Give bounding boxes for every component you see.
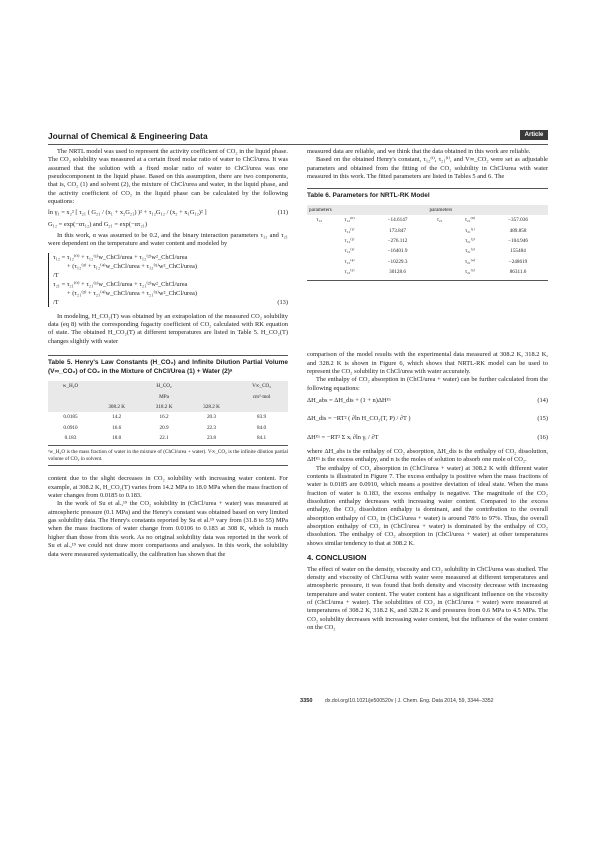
left-paragraph-4: content due to the slight decreases in CO₂ solubility with increasing water content. For example, at 308.2 K, H_CO₂(T) varies from 14.2 MPa to 18.0 MPa when the mass fraction of water changes from 0.0185 to 0.183.: [48, 475, 288, 500]
table5-cell: 23.8: [206, 434, 217, 441]
table6-cell: −14.6147: [387, 217, 408, 224]
table5-temp: 308.2 K: [108, 403, 126, 410]
table-row: [48, 423, 288, 433]
table5-bottom-rule: [48, 445, 288, 446]
table6-cell: −16401.9: [387, 248, 408, 255]
running-header: [48, 131, 548, 145]
equation-16-number: (16): [537, 433, 548, 441]
equation-13-line-5: + (τ₂₁⁽³⁾ + τ₂₁⁽⁴⁾w_ChCl/urea + τ₂₁⁽⁵⁾w²_ChCl/urea): [67, 289, 197, 297]
equation-14-body: ΔH_abs = ΔH_dis + (1 + n)ΔHᴱˣ: [307, 397, 391, 404]
table5-top-rule: [48, 355, 288, 356]
right-paragraph-4: The enthalpy of CO₂ absorption in (ChCl/urea + water) can be further calculated from the following equations:: [307, 376, 548, 392]
table5-temp: 318.2 K: [155, 403, 173, 410]
table-row: [307, 257, 548, 267]
table-row: [48, 412, 288, 422]
right-paragraph-7: The effect of water on the density, viscosity and CO₂ solubility in ChCl/urea was studied. The density and viscosity of ChCl/urea with water were measured at different temperatures and atmospheric pressure, it was found that both density and viscosity decrease with increasing temperature and water content. The water content has a significant influence on the viscosity of (ChCl/urea + water). The solubilities of CO₂ in (ChCl/urea + water) were measured at temperatures of 308.2 K, 318.2 K, and 328.2 K and pressures from 0.6 MPa to 4.5 MPa. The CO₂ solubility decreases with increasing water content, but the influence of the water content on the CO₂: [307, 565, 548, 631]
left-paragraph-2: In this work, α was assumed to be 0.2, and the binary interaction parameters τ₁₂ and τ₂₁ were dependent on the temperature and water content and modeled by: [48, 232, 288, 248]
doi-citation: dx.doi.org/10.1021/je500520v | J. Chem. Eng. Data 2014, 59, 3344−3352: [325, 698, 494, 704]
table6-cell: 86311.6: [509, 268, 527, 275]
table5-caption: Table 5. Henry's Law Constants (H_CO₂) and Infinite Dilution Partial Volume (V∞_CO₂) of CO₂ in the Mixture of ChCl/Urea (1) + Water (2)ᵃ: [48, 359, 288, 375]
table6-cell: −276.112: [387, 237, 408, 244]
table5-head-v: V∞_CO₂: [252, 383, 272, 390]
equation-15-number: (15): [537, 415, 548, 423]
table5-cell: 83.9: [257, 414, 267, 421]
right-paragraph-3: comparison of the model results with the experimental data measured at 308.2 K, 318.2 K, and 328.2 K is shown in Figure 6, which shows that NRTL-RK model can be used to represent the CO₂ solubility in ChCl/urea with water accurately.: [307, 351, 548, 375]
table6-cell: −104.946: [508, 237, 528, 244]
table5: [48, 381, 288, 443]
table6-cell: −10229.3: [387, 258, 408, 265]
table5-footnote: ᵃw_H₂O is the mass fraction of water in the mixture of (ChCl/urea + water). V∞_CO₂ is the infinite dilution partial volume of CO₂ in solvent.: [48, 449, 288, 462]
table5-cell: 0.183: [64, 434, 77, 441]
table5-cell: 16.6: [112, 424, 122, 431]
equation-15: [307, 415, 548, 423]
table6-cell: 30128.6: [389, 268, 406, 275]
table6-caption: Table 6. Parameters for NRTL-RK Model: [307, 192, 430, 200]
equation-13-line-6: /T: [53, 298, 59, 306]
table5-cell: 84.0: [257, 424, 267, 431]
equation-13-line-2: + (τ₁₂⁽³⁾ + τ₁₂⁽⁴⁾w_ChCl/urea + τ₁₂⁽⁵⁾w²_ChCl/urea): [67, 262, 197, 270]
table5-cell: 20.9: [159, 424, 169, 431]
table6-cell: −357.036: [508, 217, 528, 224]
table6-cell: τ₂₁⁽²⁾: [465, 237, 475, 244]
table5-unit-v: cm³·mol: [252, 393, 271, 400]
equation-13-number: (13): [277, 298, 288, 306]
journal-title: Journal of Chemical & Engineering Data: [48, 131, 208, 141]
table6-label: τ₂₁: [436, 217, 443, 224]
table5-cell: 22.1: [159, 434, 169, 441]
table6-cell: τ₁₂⁽¹⁾: [344, 227, 355, 234]
equation-13-line-4: τ₂₁ = τ₂₁⁽⁰⁾ + τ₂₁⁽¹⁾w_ChCl/urea + τ₂₁⁽²⁾w²_ChCl/urea: [53, 280, 188, 288]
section-heading-conclusion: 4. CONCLUSION: [307, 553, 367, 563]
table6-cell: −248619: [508, 258, 528, 265]
table6-cell: τ₁₂⁽³⁾: [344, 248, 355, 255]
table-row: [48, 433, 288, 443]
header-rule: [48, 144, 548, 145]
left-column: [48, 148, 288, 559]
equation-14-number: (14): [537, 397, 548, 404]
table5-cell: 16.2: [159, 414, 169, 421]
table5-unit-h: MPa: [159, 393, 169, 400]
equation-14: [307, 397, 548, 405]
equation-11b-body: G₁₂ = exp(−ατ₁₂) and G₂₁ = exp(−ατ₂₁): [48, 220, 148, 228]
table5-cell: 20.3: [206, 414, 217, 421]
table5-cell: 84.1: [257, 434, 267, 441]
table6-cell: τ₁₂⁽⁵⁾: [344, 268, 355, 275]
equation-11-number: (11): [277, 209, 288, 217]
table6: [307, 205, 548, 277]
left-paragraph-3: In modeling, H_CO₂(T) was obtained by an extrapolation of the measured CO₂ solubility data (eq 8) with the corresponding fugacity coefficient of CO₂ calculated with RK equation of state. The obtained H_CO₂(T) at different temperatures are listed in Table 5. H_CO₂(T) changes slightly with water: [48, 312, 288, 345]
right-column: [307, 148, 548, 632]
table5-cell: 14.2: [112, 414, 122, 421]
table6-bottom-rule: [307, 280, 548, 281]
table5-end-rule: [48, 465, 288, 466]
table6-cell: τ₁₂⁽⁰⁾: [344, 217, 355, 224]
left-paragraph-1: The NRTL model was used to represent the activity coefficient of CO₂ in the liquid phase. The CO₂ solubility was measured at a certain fixed molar ratio of water to ChCl/urea. It was assumed that the solution with a fixed molar ratio of water to ChCl/urea was one pseudocomponent in the liquid phase. Based on this assumption, there are two components, that is, CO₂ (1) and solvent (2), the mixture of ChCl/urea and water, in the liquid phase, and the activity coefficient of CO₂ in the liquid phase can be calculated by the following equations:: [48, 148, 288, 206]
table5-cell: 22.3: [206, 424, 217, 431]
table-row: [307, 236, 548, 246]
table5-head-w: w_H₂O: [62, 383, 79, 390]
table6-cell: 173.847: [389, 227, 406, 234]
table6-cell: τ₂₁⁽³⁾: [465, 248, 475, 255]
equation-16: [307, 434, 548, 442]
left-paragraph-5: In the work of Su et al.,¹⁹ the CO₂ solubility in (ChCl/urea + water) was measured at atmospheric pressure (0.1 MPa) and the Henry's constant was obtained based on very limited gas solubility data. The Henry's constants reported by Su et al.¹⁹ vary from (31.8 to 55) MPa when the mass fractions of water change from 0.0106 to 0.183 at 308 K, which is much higher than those from this work. As no original solubility data was reported in the work of Su et al.,¹⁹ we could not draw more comparisons and analyses. In this work, the solubility data were measured systematically, the calibration has shown that the: [48, 500, 288, 558]
equation-13-line-1: τ₁₂ = τ₁₂⁽⁰⁾ + τ₁₂⁽¹⁾w_ChCl/urea + τ₁₂⁽²⁾w²_ChCl/urea: [53, 253, 188, 261]
page-number: 3350: [300, 698, 313, 704]
right-paragraph-2: Based on the obtained Henry's constant, τ₁₂⁽ⁱ⁾, τ₂₁⁽ⁱ⁾, and V∞_CO₂ were set as adjustable parameters and obtained from the fitting of the CO₂ solubility in ChCl/urea with water measured in this work. The fitted parameters are listed in Tables 5 and 6. The: [307, 156, 548, 181]
right-paragraph-1: measured data are reliable, and we think that the data obtained in this work are reliable.: [307, 148, 531, 155]
table6-cell: τ₂₁⁽¹⁾: [465, 227, 475, 234]
equation-13: [48, 253, 288, 307]
table6-cell: τ₂₁⁽⁵⁾: [464, 268, 476, 275]
table6-head-left: parameters: [309, 206, 332, 213]
table6-label: τ₁₂: [316, 217, 323, 224]
table-row: [307, 215, 548, 225]
equation-13-line-3: /T: [53, 271, 59, 279]
table-row: [307, 267, 548, 277]
equation-15-body: ΔH_dis = −RT² ( ∂ln H_CO₂(T, P) / ∂T ): [307, 415, 411, 423]
right-paragraph-6: The enthalpy of CO₂ absorption in (ChCl/urea + water) at 308.2 K with different water contents is illustrated in Figure 7. The excess enthalpy is positive when the mass fractions of water is 0.0185 are 0.0910, which means a positive deviation of ideal state. When the mass fraction of water is 0.183, the excess enthalpy is negative. The magnitude of the CO₂ dissolution enthalpy decreases with increasing water content. Compared to the excess enthalpy, the CO₂ dissolution enthalpy is dominant, and the contribution to the overall absorption enthalpy of CO₂ in (ChCl/urea + water) is around 78% to 97%. Thus, the overall absorption enthalpy of CO₂ in (ChCl/urea + water) is dominated by the enthalpy of CO₂ dissolution. The enthalpy of CO₂ absorption in (ChCl/urea + water) at other temperatures shows similar tendency to that at 308.2 K.: [307, 464, 548, 547]
table-row: [307, 226, 548, 236]
table5-head-h: H_CO₂: [156, 383, 172, 390]
table5-temp: 328.2 K: [203, 403, 220, 410]
table6-cell: τ₂₁⁽⁴⁾: [464, 258, 476, 265]
table6-cell: 155484: [510, 248, 526, 255]
table6-cell: τ₂₁⁽⁰⁾: [464, 217, 476, 224]
table5-cell: 0.0910: [63, 424, 78, 431]
equation-11b: [48, 221, 288, 229]
table6-head-right: parameters: [429, 206, 453, 213]
table6-cell: τ₁₂⁽²⁾: [344, 237, 355, 244]
table6-cell: τ₁₂⁽⁴⁾: [344, 258, 355, 265]
table5-cell: 0.0185: [63, 414, 78, 421]
article-badge: Article: [520, 130, 548, 140]
table6-top-rule: [307, 188, 548, 189]
equation-16-body: ΔHᴱˣ = −RT² Σ xᵢ ∂ln γᵢ / ∂T: [307, 433, 379, 441]
table6-cell: 489.858: [509, 227, 527, 234]
right-paragraph-5: where ΔH_abs is the enthalpy of CO₂ absorption, ΔH_dis is the enthalpy of CO₂ dissolution, ΔHᴱˣ is the excess enthalpy, and n is the moles of solution to absorb one mole of CO₂.: [307, 448, 548, 464]
equation-11: [48, 209, 288, 217]
table5-cell: 18.0: [112, 434, 122, 441]
equation-11-body: ln γ₁ = x₂² [ τ₂₁ ( G₂₁ / (x₁ + x₂G₂₁) )² + τ₁₂G₁₂ / (x₂ + x₁G₁₂)² ]: [48, 209, 207, 217]
table-row: [307, 246, 548, 256]
